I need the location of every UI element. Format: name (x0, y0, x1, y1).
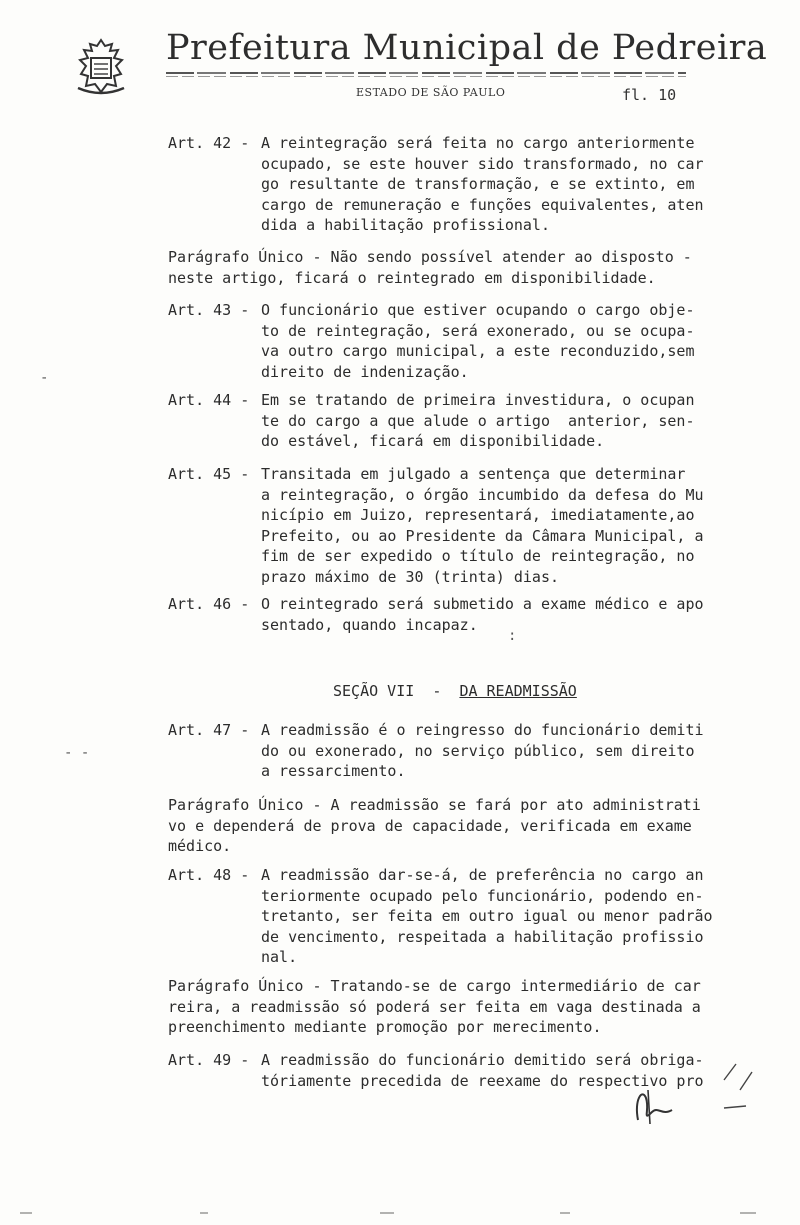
paragraph-unico-line: neste artigo, ficará o reintegrado em disponibilidade. (168, 268, 656, 287)
scan-edge-marks (0, 1205, 800, 1225)
art-43-line: to de reintegração, será exonerado, ou se ocupa- (261, 321, 695, 340)
art-42-line: A reintegração será feita no cargo anteriormente (261, 134, 695, 152)
art-42-line: ocupado, se este houver sido transformado, no car (261, 154, 704, 173)
art-45-label: Art. 45 - (168, 465, 250, 483)
paragraph-unico-line: reira, a readmissão só poderá ser feita em vaga destinada a (168, 997, 701, 1016)
art-43-line: O funcionário que estiver ocupando o cargo obje- (261, 301, 695, 319)
paragraph-unico-line: Parágrafo Único - Não sendo possível atender ao disposto - (168, 248, 692, 266)
paragraph-unico-line: médico. (168, 837, 232, 855)
paragraph-unico-line: preenchimento mediante promoção por merecimento. (168, 1018, 602, 1036)
letterhead-state: ESTADO DE SÃO PAULO (356, 86, 506, 99)
municipal-crest-icon (74, 36, 128, 98)
art-47-label: Art. 47 - (168, 721, 250, 739)
art-48-line: de vencimento, respeitada a habilitação profissio (261, 927, 704, 946)
scan-mark: - (40, 370, 49, 386)
art-48-line: A readmissão dar-se-á, de preferência no cargo an (261, 866, 704, 884)
letterhead-rule-secondary (166, 76, 686, 77)
art-43-line: direito de indenização. (261, 362, 469, 381)
art-42-line: go resultante de transformação, e se extinto, em (261, 175, 695, 193)
letterhead-title: Prefeitura Municipal de Pedreira (166, 28, 768, 68)
art-45-line: a reintegração, o órgão incumbido da defesa do Mu (261, 485, 704, 504)
art-46-label: Art. 46 - (168, 595, 250, 613)
art-49-line: A readmissão do funcionário demitido será obriga- (261, 1051, 704, 1069)
art-47-line: A readmissão é o reingresso do funcionário demiti (261, 721, 704, 739)
scan-mark: : (508, 628, 517, 644)
art-49-label: Art. 49 - (168, 1051, 250, 1069)
paragraph-unico-line: vo e dependerá de prova de capacidade, verificada em exame (168, 816, 692, 835)
art-48-line: teriormente ocupado pelo funcionário, podendo en- (261, 886, 704, 905)
art-45-line: nicípio em Juizo, representará, imediatamente,ao (261, 506, 695, 524)
art-48-line: nal. (261, 948, 298, 966)
art-44-line: Em se tratando de primeira investidura, o ocupan (261, 391, 695, 409)
section-heading (333, 682, 577, 700)
art-45-line: Transitada em julgado a sentença que determinar (261, 465, 686, 483)
section-title: DA READMISSÃO (459, 682, 577, 700)
art-44-line: do estável, ficará em disponibilidade. (261, 432, 605, 450)
art-48-line: tretanto, ser feita em outro igual ou menor padrão (261, 907, 713, 925)
handwritten-initials-icon (628, 1050, 778, 1130)
page-number: fl. 10 (622, 86, 677, 104)
art-44-line: te do cargo a que alude o artigo anterior, sen- (261, 411, 695, 430)
art-43-line: va outro cargo municipal, a este reconduzido,sem (261, 342, 695, 360)
art-44-label: Art. 44 - (168, 391, 250, 409)
art-43-label: Art. 43 - (168, 301, 250, 319)
art-46-line: sentado, quando incapaz. (261, 615, 478, 634)
art-45-line: prazo máximo de 30 (trinta) dias. (261, 567, 560, 586)
art-46-line: O reintegrado será submetido a exame médico e apo (261, 595, 704, 613)
art-42-line: dida a habilitação profissional. (261, 216, 550, 234)
art-45-line: fim de ser expedido o título de reintegração, no (261, 547, 695, 565)
paragraph-unico-line: Parágrafo Único - Tratando-se de cargo intermediário de car (168, 977, 701, 995)
art-48-label: Art. 48 - (168, 866, 250, 884)
art-45-line: Prefeito, ou ao Presidente da Câmara Municipal, a (261, 526, 704, 545)
art-42-label: Art. 42 - (168, 134, 250, 152)
art-47-line: do ou exonerado, no serviço público, sem direito (261, 741, 695, 760)
paragraph-unico-line: Parágrafo Único - A readmissão se fará por ato administrati (168, 796, 701, 814)
scan-mark: - - (64, 745, 90, 761)
art-49-line: tóriamente precedida de reexame do respectivo pro (261, 1071, 704, 1090)
art-47-line: a ressarcimento. (261, 762, 406, 780)
letterhead-rule (166, 72, 686, 74)
art-42-line: cargo de remuneração e funções equivalentes, aten (261, 195, 704, 214)
section-number: SEÇÃO VII - (333, 682, 460, 700)
